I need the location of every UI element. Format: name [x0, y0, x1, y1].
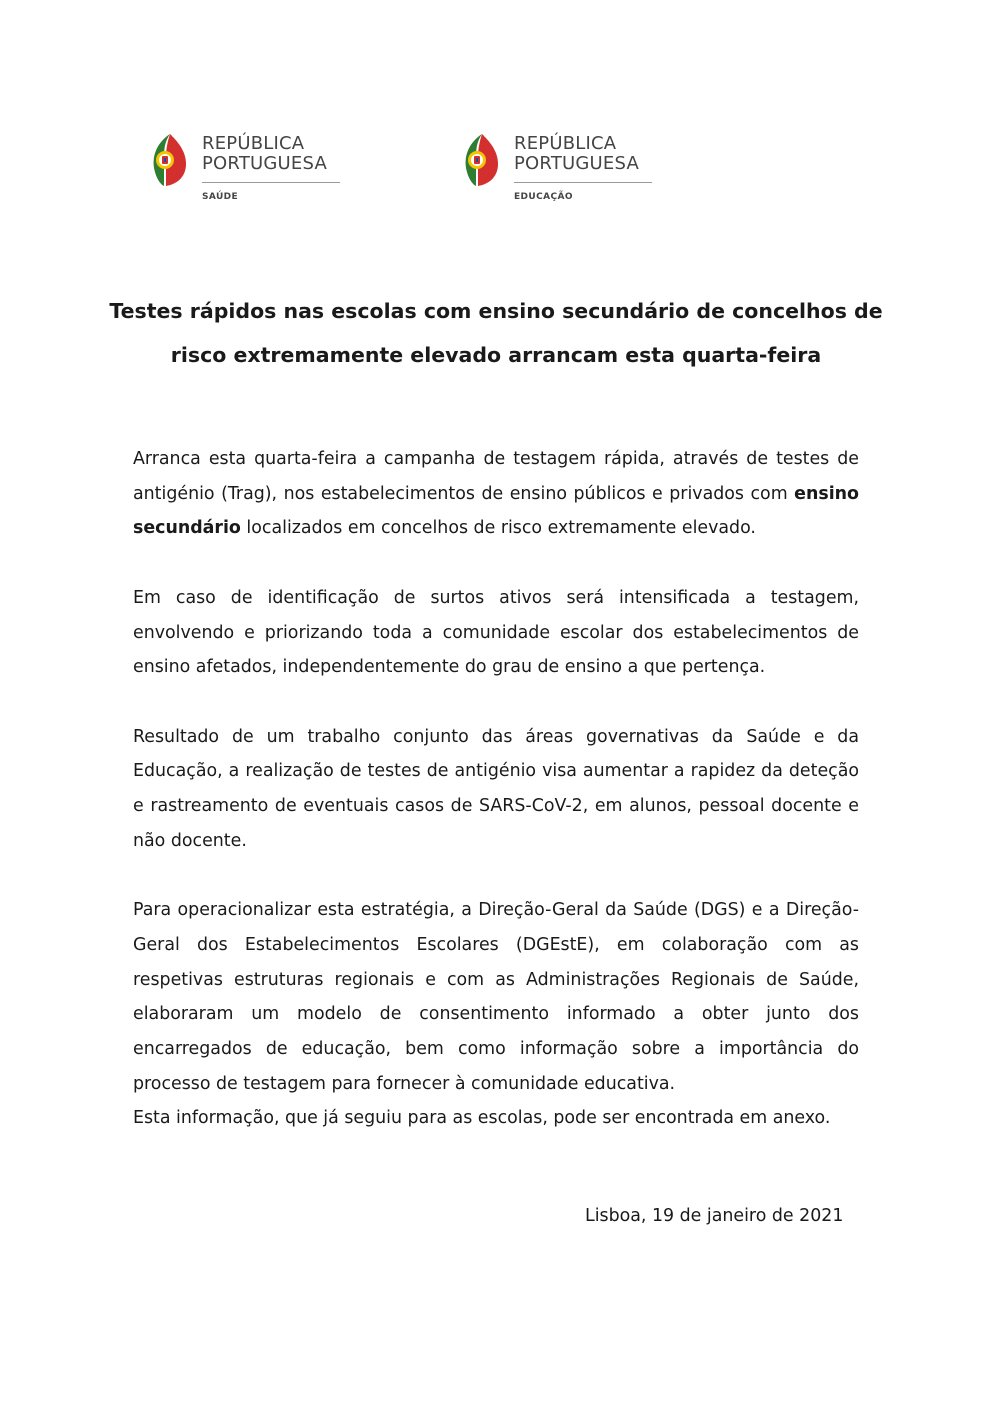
portuguese-flag-emblem-icon: [150, 132, 190, 188]
paragraph-spacer: [133, 685, 859, 720]
document-title: Testes rápidos nas escolas com ensino secundário de concelhos de risco extremamente elevado arrancam esta quarta-feira: [109, 299, 883, 367]
logo-line2: PORTUGUESA: [514, 153, 639, 174]
paragraph-spacer: [133, 546, 859, 581]
logo-line1: REPÚBLICA: [514, 133, 617, 154]
paragraph-spacer: [133, 858, 859, 893]
paragraph-1-text-c: localizados em concelhos de risco extremamente elevado.: [240, 518, 756, 539]
logo-ministry-label: EDUCAÇÃO: [514, 192, 573, 202]
logo-divider: [514, 182, 652, 183]
logo-line2: PORTUGUESA: [202, 153, 327, 174]
logo-ministry-label: SAÚDE: [202, 192, 239, 202]
paragraph-4: Para operacionalizar esta estratégia, a Direção-Geral da Saúde (DGS) e a Direção-Geral dos Estabelecimentos Escolares (DGEstE), em colaboração com as respetivas estruturas regionais e com as Administrações Regionais de Saúde, elaboraram um modelo de consentimento informado a obter junto dos encarregados de educação, bem como informação sobre a importância do processo de testagem para fornecer à comunidade educativa.: [133, 900, 859, 1094]
paragraph-2: Em caso de identificação de surtos ativos será intensificada a testagem, envolvendo e priorizando toda a comunidade escolar dos estabelecimentos de ensino afetados, independentemente do grau de ensino a que pertença.: [133, 587, 859, 678]
logo-wordmark: [202, 134, 327, 174]
paragraph-1: [133, 442, 859, 546]
paragraph-1-bold-text: ensino secundário: [133, 483, 859, 539]
logo-divider: [202, 182, 340, 183]
document-date: Lisboa, 19 de janeiro de 2021: [585, 1206, 844, 1226]
logo-wordmark: [514, 134, 639, 174]
portuguese-flag-emblem-icon: [462, 132, 502, 188]
paragraph-3: Resultado de um trabalho conjunto das áreas governativas da Saúde e da Educação, a realização de testes de antigénio visa aumentar a rapidez da deteção e rastreamento de eventuais casos de SARS-CoV-2, em alunos, pessoal docente e não docente.: [133, 726, 859, 851]
paragraph-5: Esta informação, que já seguiu para as escolas, pode ser encontrada em anexo.: [133, 1108, 831, 1129]
logo-line1: REPÚBLICA: [202, 133, 305, 154]
paragraph-1-text-a: Arranca esta quarta-feira a campanha de testagem rápida, através de testes de antigénio (Trag), nos estabelecimentos de ensino públicos e privados com: [133, 449, 859, 504]
document-body: [133, 442, 859, 1136]
